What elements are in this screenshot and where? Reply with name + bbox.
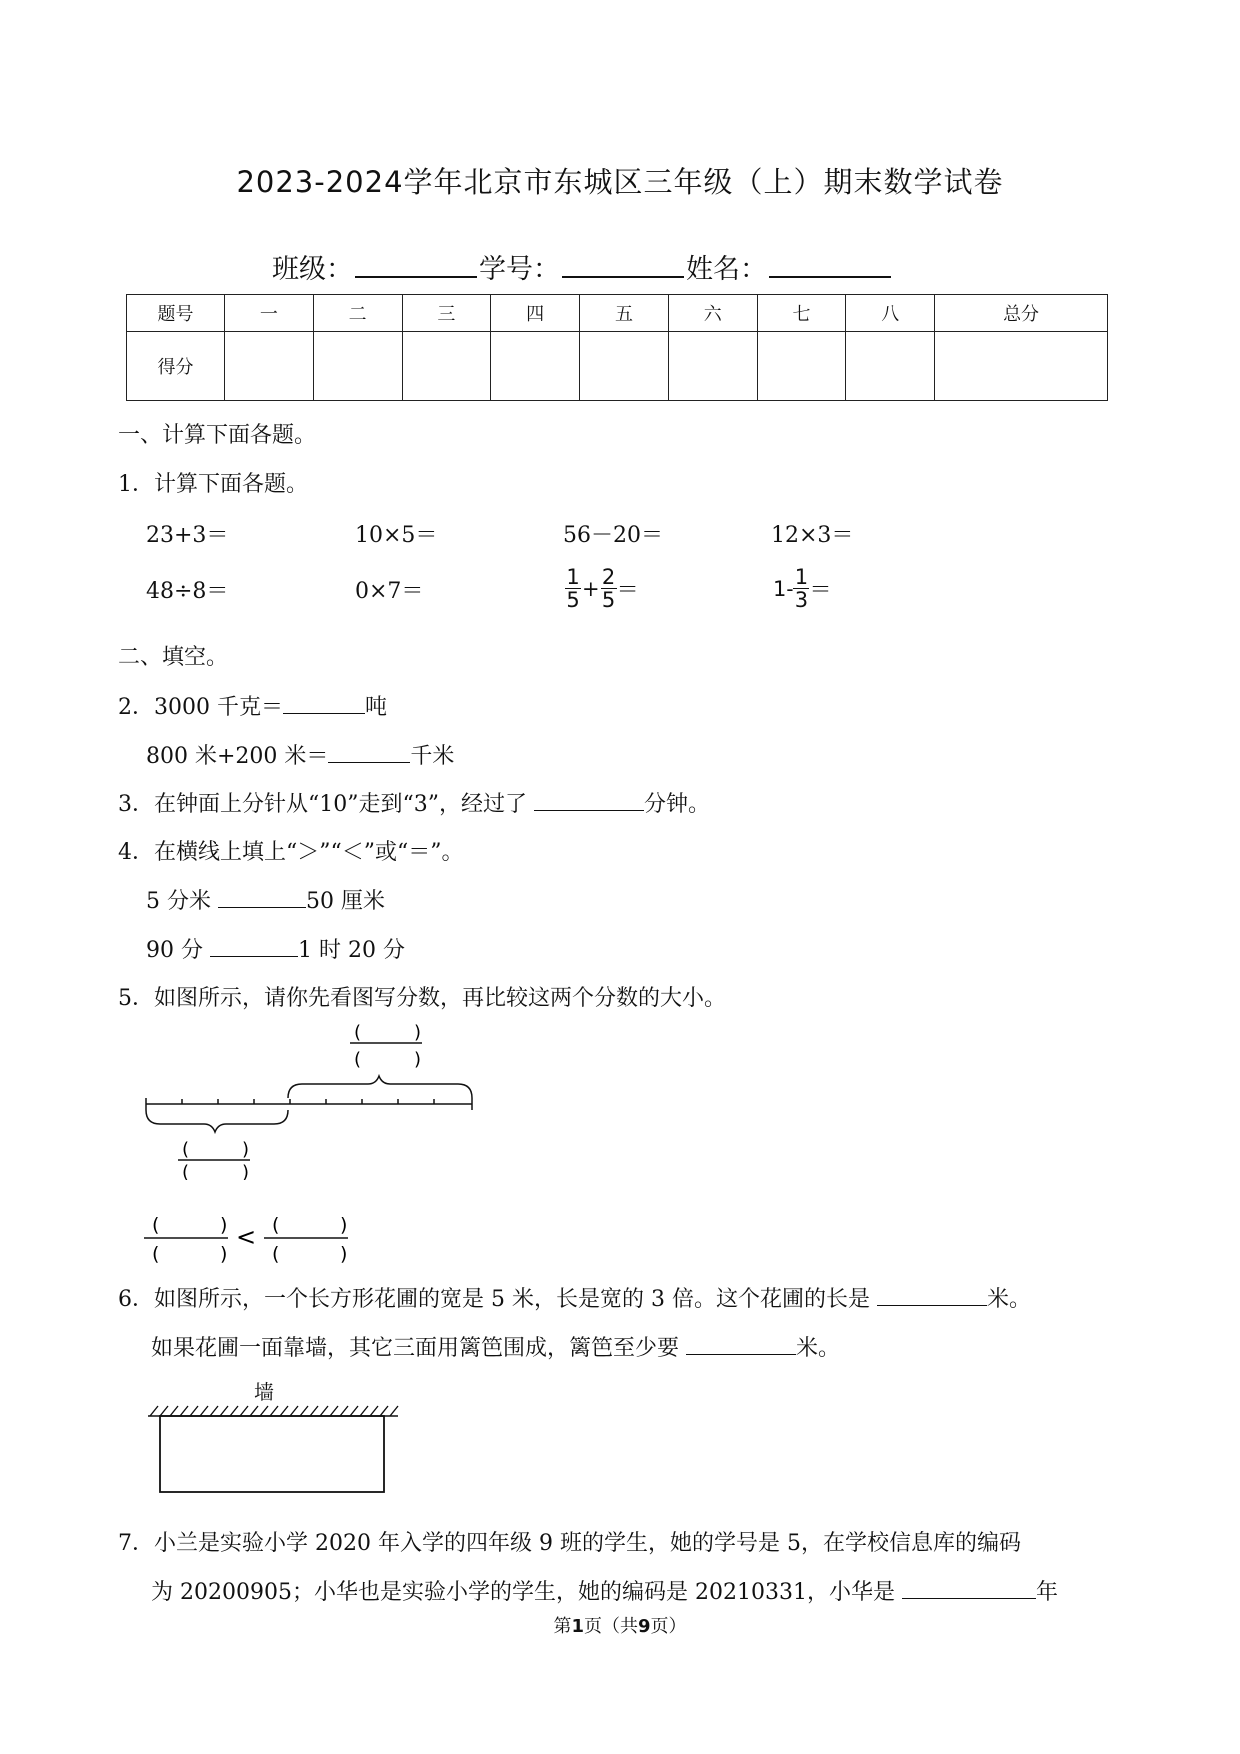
table-header-cell: 二	[313, 295, 402, 332]
blank-denominator: )	[414, 1049, 422, 1070]
answer-blank[interactable]	[218, 887, 306, 908]
blank-denominator: )	[242, 1162, 250, 1180]
blank-denominator: )	[220, 1243, 228, 1265]
question-1: 1．计算下面各题。	[118, 472, 308, 497]
whole-number: 1	[773, 576, 787, 601]
table-row-label: 得分	[127, 332, 225, 401]
answer-blank[interactable]	[210, 936, 298, 957]
section2-heading: 二、填空。	[118, 645, 229, 670]
answer-blank[interactable]	[877, 1285, 987, 1306]
fraction	[565, 566, 581, 611]
blank-numerator: (	[272, 1214, 280, 1236]
question-text: 吨	[364, 695, 387, 720]
calc-item: 10×5＝	[355, 523, 438, 548]
numerator: 1	[794, 565, 809, 589]
blank-denominator: (	[272, 1243, 280, 1265]
question-2b	[146, 739, 454, 770]
fraction-number-line-figure	[140, 1020, 480, 1180]
fraction-expression-1	[565, 566, 639, 611]
equals-sign: ＝	[616, 578, 639, 603]
score-cell[interactable]	[580, 332, 669, 401]
score-cell[interactable]	[491, 332, 580, 401]
question-text: 千米	[410, 744, 455, 769]
id-blank[interactable]	[562, 252, 684, 278]
calc-item: 0×7＝	[355, 579, 424, 604]
blank-numerator: )	[220, 1214, 228, 1236]
question-text: 分钟。	[643, 792, 710, 817]
blank-numerator: (	[152, 1214, 160, 1236]
page-title: 2023-2024学年北京市东城区三年级（上）期末数学试卷	[236, 165, 1004, 199]
table-header-cell: 四	[491, 295, 580, 332]
id-label: 学号：	[479, 254, 560, 285]
score-table-score-row	[127, 332, 1108, 401]
question-text: 90 分	[146, 938, 210, 963]
question-6a	[118, 1282, 1031, 1313]
name-blank[interactable]	[769, 252, 891, 278]
lower-brace	[146, 1110, 288, 1132]
question-text: 为 20200905；小华也是实验小学的学生，她的编码是 20210331，小华是	[151, 1580, 902, 1605]
less-than-sign: <	[236, 1223, 257, 1251]
calc-item: 12×3＝	[771, 523, 854, 548]
garden-figure	[146, 1404, 402, 1494]
table-header-cell: 五	[580, 295, 669, 332]
score-table	[126, 294, 1108, 401]
table-header-cell: 总分	[935, 295, 1108, 332]
question-3	[118, 787, 710, 818]
upper-brace	[288, 1076, 472, 1098]
question-text: 米。	[796, 1336, 841, 1361]
answer-blank[interactable]	[686, 1334, 796, 1355]
question-2a	[118, 690, 387, 721]
question-text: 1 时 20 分	[297, 938, 405, 963]
fraction-comparison-figure	[140, 1208, 380, 1270]
blank-numerator: )	[340, 1214, 348, 1236]
question-text: 6．如图所示，一个长方形花圃的宽是 5 米，长是宽的 3 倍。这个花圃的长是	[118, 1287, 877, 1312]
numerator: 1	[566, 565, 580, 589]
question-4a	[146, 884, 385, 915]
footer-text: 第	[553, 1616, 572, 1637]
blank-numerator: )	[414, 1022, 422, 1043]
question-text: 2．3000 千克＝	[118, 695, 283, 720]
blank-denominator: )	[340, 1243, 348, 1265]
question-text: 50 厘米	[305, 889, 385, 914]
fraction	[793, 566, 809, 611]
question-text: 3．在钟面上分针从“10”走到“3”，经过了	[118, 792, 534, 817]
wall-hatching	[150, 1406, 398, 1416]
footer-text: 页）	[650, 1616, 687, 1637]
denominator: 5	[601, 588, 616, 612]
class-label: 班级：	[272, 254, 353, 285]
table-header-cell: 六	[668, 295, 757, 332]
calc-item: 56－20＝	[563, 523, 663, 548]
blank-numerator: )	[242, 1139, 250, 1160]
score-cell[interactable]	[313, 332, 402, 401]
calc-item: 48÷8＝	[146, 579, 229, 604]
table-header-cell: 题号	[127, 295, 225, 332]
denominator: 5	[566, 588, 580, 612]
question-text: 米。	[986, 1287, 1031, 1312]
question-6b	[151, 1331, 840, 1362]
blank-numerator: (	[182, 1139, 190, 1160]
wall-label: 墙	[254, 1380, 274, 1404]
table-header-cell: 七	[757, 295, 846, 332]
blank-denominator: (	[354, 1049, 362, 1070]
total-pages: 9	[638, 1616, 651, 1637]
answer-blank[interactable]	[902, 1578, 1036, 1599]
student-info-line	[272, 247, 893, 286]
score-cell[interactable]	[668, 332, 757, 401]
garden-rectangle	[160, 1416, 384, 1492]
current-page: 1	[571, 1616, 584, 1637]
class-blank[interactable]	[355, 252, 477, 278]
footer-text: 页（共	[584, 1616, 638, 1637]
score-cell[interactable]	[225, 332, 314, 401]
score-cell[interactable]	[935, 332, 1108, 401]
question-4: 4．在横线上填上“＞”“＜”或“＝”。	[118, 840, 464, 865]
equals-sign: ＝	[809, 578, 832, 603]
page-footer	[0, 1612, 1240, 1638]
fraction	[601, 566, 617, 611]
table-header-cell: 八	[846, 295, 935, 332]
question-7a: 7．小兰是实验小学 2020 年入学的四年级 9 班的学生，她的学号是 5，在学校信息库的编码	[118, 1531, 1021, 1556]
answer-blank[interactable]	[534, 790, 644, 811]
score-table-header-row	[127, 295, 1108, 332]
answer-blank[interactable]	[328, 742, 410, 763]
numerator: 2	[601, 565, 616, 589]
question-text: 800 米+200 米＝	[146, 744, 329, 769]
denominator: 3	[794, 588, 809, 612]
question-text: 年	[1035, 1580, 1058, 1605]
score-cell[interactable]	[846, 332, 935, 401]
minus-sign: -	[786, 576, 794, 601]
score-cell[interactable]	[402, 332, 491, 401]
plus-sign: +	[582, 576, 600, 601]
question-7b	[151, 1575, 1058, 1606]
table-header-cell: 一	[225, 295, 314, 332]
blank-denominator: (	[182, 1162, 190, 1180]
score-cell[interactable]	[757, 332, 846, 401]
question-5: 5．如图所示，请你先看图写分数，再比较这两个分数的大小。	[118, 986, 726, 1011]
section1-heading: 一、计算下面各题。	[118, 423, 317, 448]
fraction-expression-2	[773, 566, 832, 611]
question-text: 如果花圃一面靠墙，其它三面用篱笆围成，篱笆至少要	[151, 1336, 686, 1361]
blank-numerator: (	[354, 1022, 362, 1043]
question-4b	[146, 933, 405, 964]
calc-item: 23+3＝	[146, 523, 229, 548]
blank-denominator: (	[152, 1243, 160, 1265]
table-header-cell: 三	[402, 295, 491, 332]
name-label: 姓名：	[686, 254, 767, 285]
answer-blank[interactable]	[283, 693, 365, 714]
question-text: 5 分米	[146, 889, 218, 914]
